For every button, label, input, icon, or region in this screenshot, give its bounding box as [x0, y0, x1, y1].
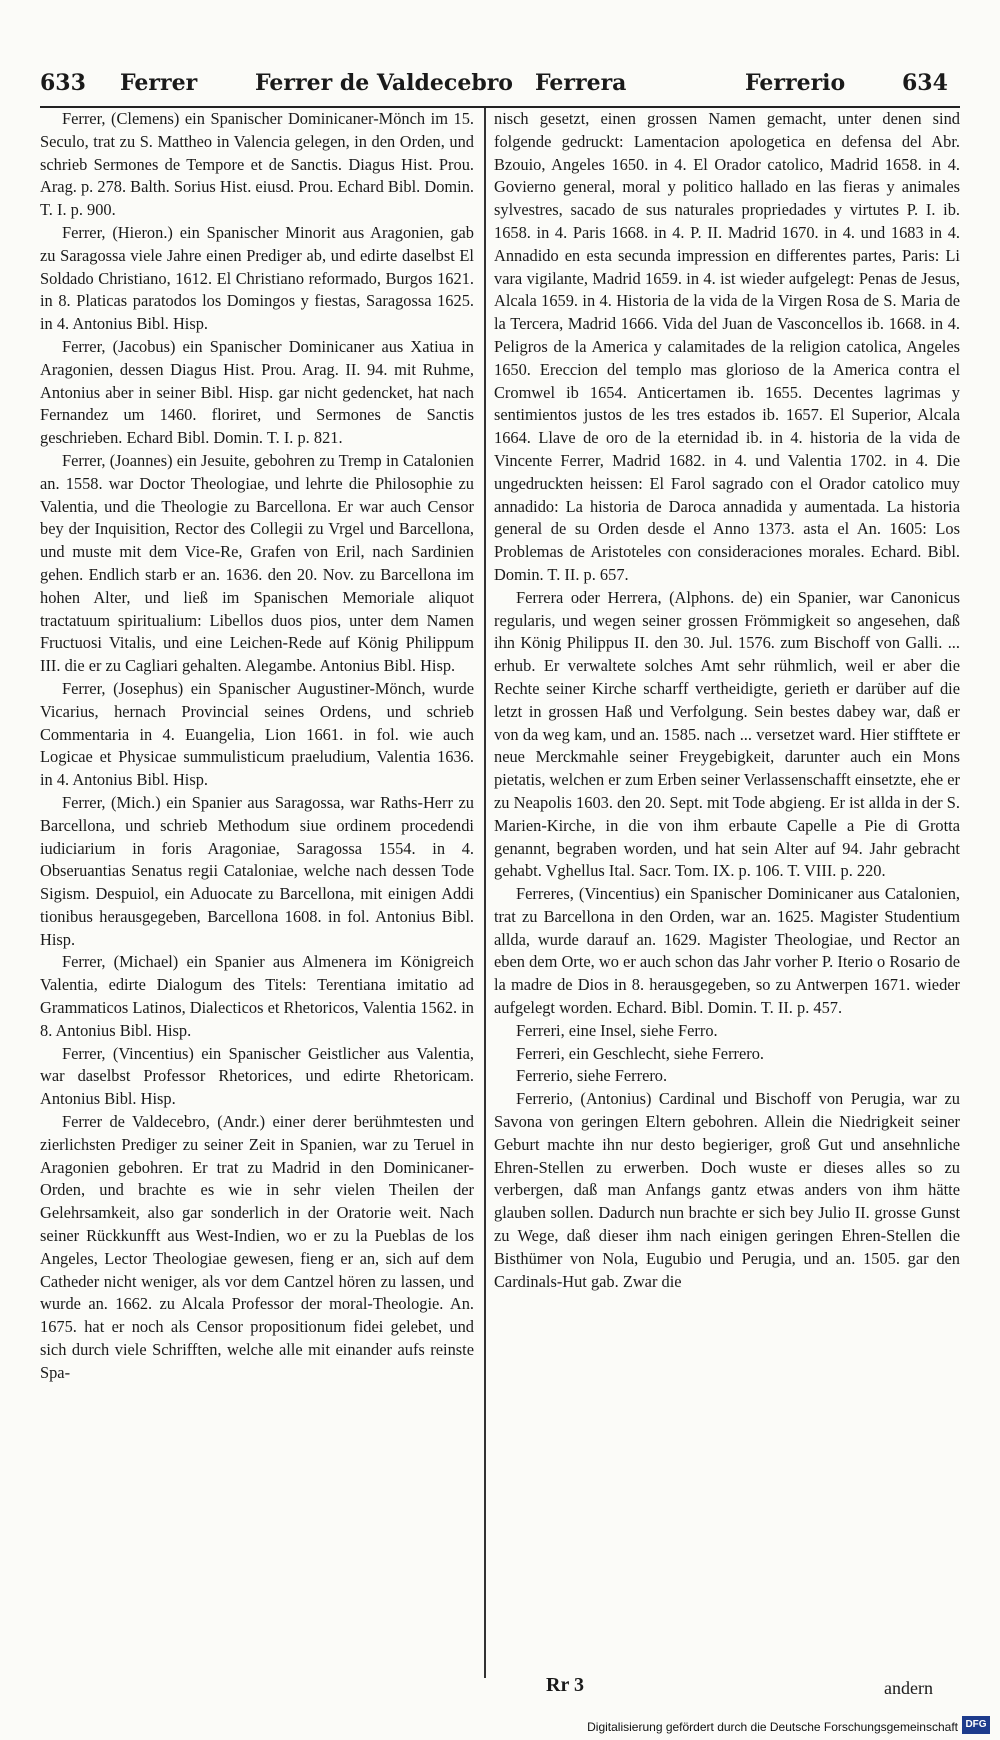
right-column: [494, 108, 960, 1678]
page-number-left: 633: [40, 70, 86, 96]
digitization-note: Digitalisierung gefördert durch die Deutsche Forschungsgemeinschaft: [587, 1720, 958, 1734]
entry-ferrerio-ref: Ferrerio, siehe Ferrero.: [516, 1066, 668, 1086]
entry-ferrer-vincentius: Ferrer, (Vincentius) ein Spanischer Geistlicher aus Valentia, war daselbst Professor Rhetorices, und edirte Rhetoricam. Antonius Bibl. Hisp.: [40, 1043, 474, 1109]
digitization-footer: [587, 1706, 990, 1736]
header-keyword-2: Ferrer de Valdecebro: [255, 70, 513, 96]
entry-ferreres: Ferreres, (Vincentius) ein Spanischer Dominicaner aus Catalonien, trat zu Barcellona in den Orden, war an. 1625. Magister Studentium allda, wurde darauf an. 1629. Magister Theologiae, und Rector an eben dem Orte, wo er auch schon das Jahr vorher P. Iterio o Rosario de la madre de Dios in 8. herausgegeben, so zu Antwerpen 1671. wieder aufgelegt worden. Echard. Bibl. Domin. T. II. p. 457.: [494, 884, 960, 1018]
entry-ferrer-michael: Ferrer, (Michael) ein Spanier aus Almenera im Königreich Valentia, edirte Dialogum des Titels: Terentiana imitatio ad Grammaticos Latinos, Dialecticos et Rhetoricos, Valentia 1562. in 8. Antonius Bibl. Hisp.: [40, 952, 474, 1040]
entry-ferrera: Ferrera oder Herrera, (Alphons. de) ein Spanier, war Canonicus regularis, und wegen seiner grossen Frömmigkeit so angesehen, daß ihn König Philippus II. den 30. Jul. 1576. zum Bischoff von Galli. ... erhub. Er verwaltete solches Amt sehr rühmlich, weil er aber die Rechte seiner Kirche scharff vertheidigte, gerieth er darüber auf die letzt in grossen Haß und Verfolgung. Sein bestes dabey war, daß er von da weg kam, und an. 1585. nach ... versetzet ward. Hier stifftete er neue Merckmahle seiner Freygebigkeit, darunter auch ein Mons pietatis, welchen er zum Erben seiner Verlassenschafft einsetzte, ehe er zu Neapolis 1603. den 20. Sept. mit Tode abgieng. Er ist allda in der S. Marien-Kirche, in die von ihm erbaute Capelle a Pie di Grotta genannt, begraben worden, und hat sein Alter auf 94. Jahr gebracht gehabt. Vghellus Ital. Sacr. Tom. IX. p. 106. T. VIII. p. 220.: [494, 587, 960, 881]
header-keyword-1: Ferrer: [120, 70, 198, 96]
header-keyword-4: Ferrerio: [745, 70, 846, 96]
entry-ferrer-joannes: Ferrer, (Joannes) ein Jesuite, gebohren zu Tremp in Catalonien an. 1558. war Doctor Theologiae, und lehrte die Philosophie zu Valentia, und die Theologie zu Barcellona. Er war auch Censor bey der Inquisition, Rector des Collegii zu Vrgel und Barcellona, und muste mit dem Vice-Re, Grafen von Eril, nach Sardinien gehen. Endlich starb er an. 1636. den 20. Nov. zu Barcellona im hohen Alter, und ließ im Spanischen Memoriale aliquot tractatuum spiritualium: Libellos duos pios, unter dem Namen Fructuosi Vitalis, und eine Leichen-Rede auf König Philippum III. die er zu Cagliari gehalten. Alegambe. Antonius Bibl. Hisp.: [40, 450, 474, 676]
signature-mark: Rr 3: [546, 1674, 584, 1696]
catchword: andern: [884, 1678, 933, 1698]
entry-ferrer-mich: Ferrer, (Mich.) ein Spanier aus Saragossa, war Raths-Herr zu Barcellona, und schrieb Methodum siue ordinem procedendi iudiciarium in foris Aragoniae, Saragossa 1554. in 4. Obseruantias Senatus regii Cataloniae, welche nach dessen Tode Sigism. Despuiol, ein Aduocate zu Barcellona, mit einigen Addi tionibus herausgegeben, Barcellona 1608. in fol. Antonius Bibl. Hisp.: [40, 792, 474, 949]
column-divider: [484, 108, 486, 1678]
entry-ferrer-josephus: Ferrer, (Josephus) ein Spanischer Augustiner-Mönch, wurde Vicarius, hernach Provincial seines Ordens, und schrieb Commentaria in 4. Euangelia, Lion 1661. in fol. wie auch Logicae et Physicae summulisticum praeludium, Valentia 1636. in 4. Antonius Bibl. Hisp.: [40, 678, 474, 790]
entry-ferrer-de-valdecebro: Ferrer de Valdecebro, (Andr.) einer derer berühmtesten und zierlichsten Prediger zu seiner Zeit in Spanien, war zu Teruel in Aragonien gebohren. Er trat zu Madrid in den Dominicaner-Orden, und brachte es wie in sehr vielen Theilen der Gelehrsamkeit, also gar sonderlich in der Oratorie weit. Nach seiner Rückkunfft aus West-Indien, wo er zu la Pueblas de los Angeles, Lector Theologiae gewesen, fieng er an, sich auf dem Catheder nicht weniger, als vor dem Cantzel hören zu lassen, und wurde an. 1662. zu Alcala Professor der moral-Theologie. An. 1675. hat er noch als Censor propositionum fidei gelebet, und sich durch viele Schrifften, welche alle mit einander aufs reinste Spa-: [40, 1112, 474, 1382]
page-number-right: 634: [902, 70, 948, 96]
entry-continuation: nisch gesetzt, einen grossen Namen gemacht, unter denen sind folgende gedruckt: Lamentacion apologetica en defensa del Abr. Bzouio, Angeles 1650. in 4. El Orador catolico, Madrid 1658. in 4. Govierno general, moral y politico hallado en las fieras y animales sylvestres, sacado de sus naturales propriedades y virtutes P. I. ib. 1658. in 4. Paris 1668. in 4. P. II. Madrid 1670. in 4. und 1683 in 4. Annadido en esta secunda impression en differentes partes, Paris: Li vara vigilante, Madrid 1659. in 4. ist wieder aufgelegt: Penas de Jesus, Alcala 1659. in 4. Historia de la vida de la Virgen Rosa de S. Maria de la Tercera, Madrid 1666. Vida del Juan de Vasconcellos ib. 1668. in 4. Peligros de la America y calamitades de la religion catolica, Angeles 1650. Ereccion del templo mas glorioso de la America contra el Cromwel ib 1654. Anticertamen ib. 1655. Decentes lagrimas y sentimientos justos de les tres estados ib. 1657. El Superior, Alcala 1664. Llave de oro de la eternidad ib. in 4. historia de la vida de Vincente Ferrer, Madrid 1682. in 4. und Valentia 1702. in 4. Die ungedruckten heissen: El Farol sagrado con el Orador catolico muy annadido: La historia de Daroca annadida y aumentada. La historia general de su Orden desde el Anno 1373. asta el An. 1605: Los Problemas de Aristoteles con consideraciones morales. Echard. Bibl. Domin. T. II. p. 657.: [494, 109, 960, 584]
entry-ferrer-hieron: Ferrer, (Hieron.) ein Spanischer Minorit aus Aragonien, gab zu Saragossa viele Jahre einen Prediger ab, und edirte daselbst El Soldado Christiano, 1612. El Christiano reformado, Burgos 1621. in 8. Platicas paratodos los Domingos y fiestas, Saragossa 1625. in 4. Antonius Bibl. Hisp.: [40, 222, 474, 334]
entry-ferreri-geschlecht: Ferreri, ein Geschlecht, siehe Ferrero.: [516, 1043, 765, 1063]
dfg-logo-icon: DFG: [962, 1716, 990, 1734]
entry-ferreri-insel: Ferreri, eine Insel, siehe Ferro.: [516, 1020, 718, 1040]
entry-ferrer-clemens: Ferrer, (Clemens) ein Spanischer Dominicaner-Mönch im 15. Seculo, trat zu S. Mattheo in Valencia gelegen, in den Orden, und schrieb Sermones de Tempore et de Sanctis. Diagus Hist. Prou. Arag. p. 278. Balth. Sorius Hist. eiusd. Prou. Echard Bibl. Domin. T. I. p. 900.: [40, 109, 474, 220]
entry-ferrer-jacobus: Ferrer, (Jacobus) ein Spanischer Dominicaner aus Xatiua in Aragonien, dessen Diagus Hist. Prou. Arag. II. 94. mit Ruhme, Antonius aber in seiner Bibl. Hisp. gar nicht gedencket, hat nach Fernandez um 1460. floriret, und Sermones de Sanctis geschrieben. Echard Bibl. Domin. T. I. p. 821.: [40, 336, 474, 448]
left-column: [40, 108, 474, 1678]
entry-ferrerio-antonius: Ferrerio, (Antonius) Cardinal und Bischoff von Perugia, war zu Savona von geringen Eltern gebohren. Allein die Niedrigkeit seiner Geburt machte ihn nur desto begieriger, groß Gut und ansehnliche Ehren-Stellen zu erwerben. Doch wuste er dieses alles so zu verbergen, daß man Anfangs gantz etwas anders von ihm hätte glauben sollen. Dadurch nun brachte er sich bey Julio II. grosse Gunst zu Wege, daß dieser ihm nach einigen geringen Ehren-Stellen die Bisthümer von Nola, Eugubio und Perugia, und an. 1505. gar den Cardinals-Hut gab. Zwar die: [494, 1089, 960, 1291]
header-keyword-3: Ferrera: [535, 70, 627, 96]
